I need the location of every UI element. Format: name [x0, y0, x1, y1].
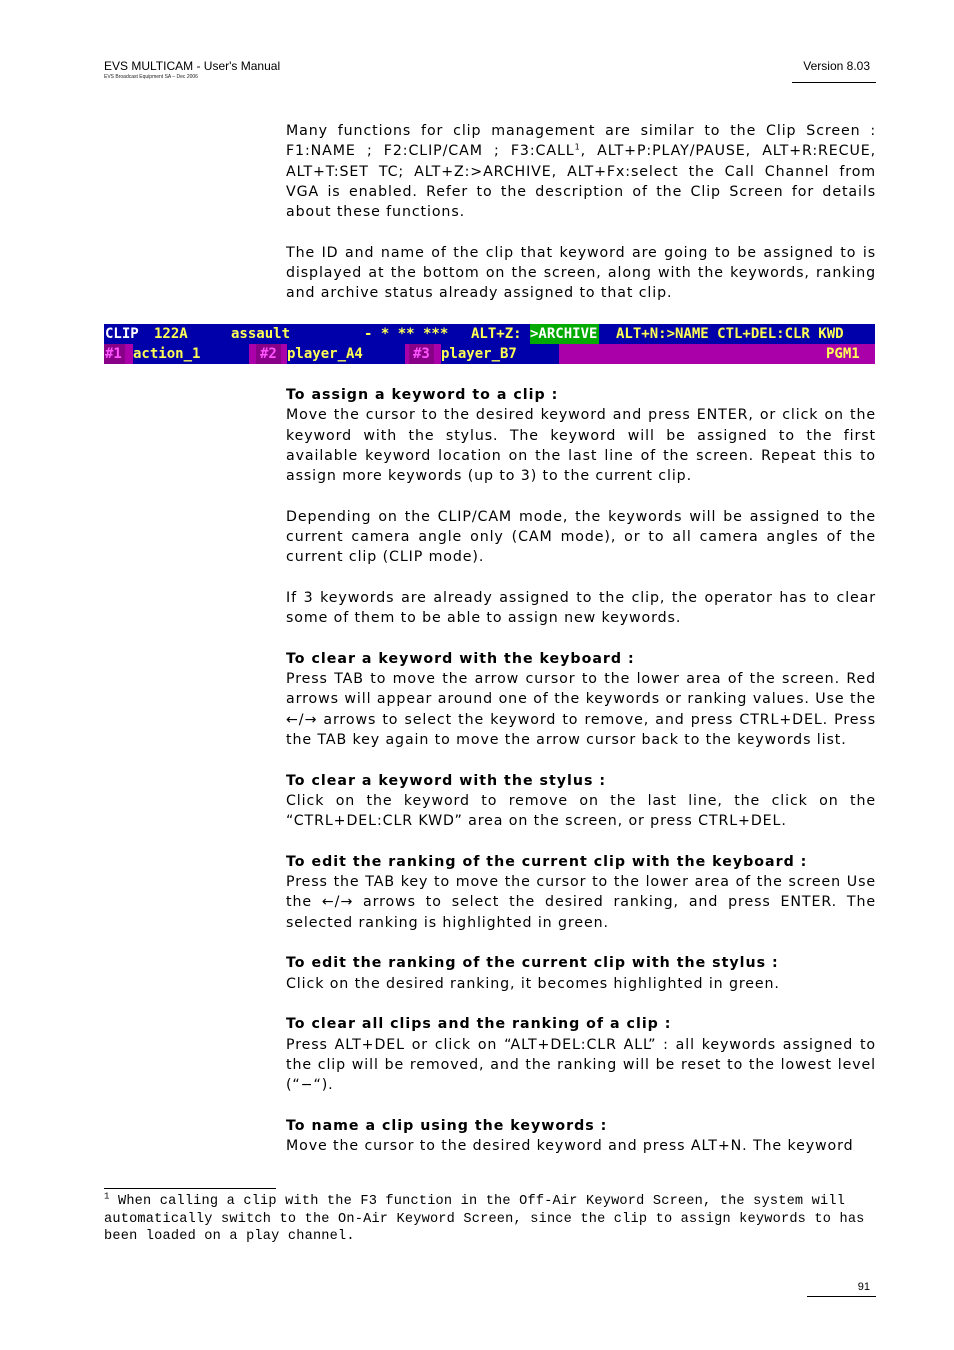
keyword-2[interactable]: player_A4 — [287, 344, 405, 364]
shortcut-labels[interactable]: ALT+N:>NAME CTL+DEL:CLR KWD — [616, 326, 844, 342]
ranking-keyboard-section — [286, 852, 876, 933]
footnote-marker: 1 — [104, 1191, 110, 1202]
clip-name: assault — [231, 326, 291, 342]
intro-paragraph-2: The ID and name of the clip that keyword are going to be assigned to is displayed at the bottom on the screen, along with the keywords, ranking and archive status already assigned to that clip. — [286, 244, 876, 302]
keyword-1[interactable]: action_1 — [133, 344, 249, 364]
body-text — [286, 385, 876, 1156]
assign-paragraph-3: If 3 keywords are already assigned to the clip, the operator has to clear some of them to be able to assign new keywords. — [286, 589, 876, 627]
page-number-rule — [807, 1296, 876, 1297]
assign-paragraph-1: Move the cursor to the desired keyword and press ENTER, or click on the keyword with the stylus. The keyword will be assigned to the first available keyword location on the last line of the screen. Repeat this to assign more keywords (up to 3) to the current clip. — [286, 407, 876, 485]
ranking-values[interactable]: - * ** *** — [364, 326, 449, 342]
keyword-screen-bar — [104, 324, 875, 364]
footnote-text: When calling a clip with the F3 function in the Off-Air Keyword Screen, the system will automatically switch to the On-Air Keyword Screen, since the clip to assign keywords to has been loaded on a play channel. — [104, 1194, 865, 1244]
page-number: 91 — [857, 1281, 870, 1293]
name-clip-section — [286, 1116, 876, 1157]
screen-row-2 — [104, 344, 875, 364]
clip-id: 122A — [154, 326, 188, 342]
intro-text — [286, 121, 876, 304]
intro-p1-a: Many functions for clip management are similar to the Clip Screen : F1:NAME ; F2:CLIP/CAM ; F3:CALL — [286, 123, 876, 160]
header-rule — [792, 82, 876, 83]
screen-row-1 — [104, 324, 875, 344]
ranking-stylus-section — [286, 953, 876, 994]
keyword-3[interactable]: player_B7 — [441, 344, 559, 364]
footnote — [104, 1193, 876, 1246]
clear-keyboard-heading: To clear a keyword with the keyboard : — [286, 650, 635, 667]
assign-heading: To assign a keyword to a clip : — [286, 387, 559, 403]
footnote-ref: 1 — [574, 142, 581, 152]
intro-paragraph-1 — [286, 121, 876, 222]
clip-label: CLIP — [105, 326, 139, 342]
ranking-keyboard-heading: To edit the ranking of the current clip with the keyboard : — [286, 853, 808, 870]
header-version: Version 8.03 — [803, 59, 870, 73]
assign-section — [286, 385, 876, 486]
footnote-rule — [104, 1188, 276, 1189]
keyword-2-number: #2 — [256, 344, 281, 364]
ranking-keyboard-paragraph: Press the TAB key to move the cursor to the lower area of the screen Use the ←/→ arrows to select the desired ranking, and press ENTER. The selected ranking is highlighted in green. — [286, 874, 876, 931]
intro-p1-b: , ALT+P:PLAY/PAUSE, ALT+R:RECUE, ALT+T:SET TC; ALT+Z:>ARCHIVE, ALT+Fx:select the Call Channel from VGA is enabled. Refer to the description of the Clip Screen for details about these functions. — [286, 143, 876, 221]
clear-keyboard-paragraph: Press TAB to move the arrow cursor to the lower area of the screen. Red arrows will appear around one of the keywords or ranking values. Use the ←/→ arrows to select the keyword to remove, and press CTRL+DEL. Press the TAB key again to move the arrow cursor back to the keywords list. — [286, 671, 876, 749]
ranking-stylus-paragraph: Click on the desired ranking, it becomes highlighted in green. — [286, 975, 780, 992]
ranking-stylus-heading: To edit the ranking of the current clip with the stylus : — [286, 955, 779, 972]
name-clip-heading: To name a clip using the keywords : — [286, 1117, 608, 1134]
clear-stylus-section — [286, 771, 876, 832]
clear-stylus-heading: To clear a keyword with the stylus : — [286, 772, 606, 789]
clear-all-paragraph: Press ALT+DEL or click on “ALT+DEL:CLR ALL” : all keywords assigned to the clip will be removed, and the ranking will be reset to the lowest level (“−“). — [286, 1036, 876, 1094]
keyword-3-number: #3 — [409, 344, 434, 364]
channel-label: PGM1 — [826, 346, 860, 362]
clear-all-section — [286, 1014, 876, 1095]
header-title: EVS MULTICAM - User's Manual — [104, 59, 281, 73]
clear-keyboard-section — [286, 649, 876, 750]
keyword-1-number: #1 — [104, 344, 125, 364]
archive-status[interactable]: >ARCHIVE — [530, 326, 598, 342]
alt-z-label: ALT+Z: — [471, 326, 522, 342]
name-clip-paragraph: Move the cursor to the desired keyword and press ALT+N. The keyword — [286, 1137, 854, 1154]
assign-paragraph-2: Depending on the CLIP/CAM mode, the keywords will be assigned to the current camera angle only (CAM mode), or to all camera angles of the current clip (CLIP mode). — [286, 508, 876, 566]
header-subtitle: EVS Broadcast Equipment SA – Dec 2006 — [104, 74, 198, 80]
clear-stylus-paragraph: Click on the keyword to remove on the last line, the click on the “CTRL+DEL:CLR KWD” area on the screen, or press CTRL+DEL. — [286, 792, 876, 830]
clear-all-heading: To clear all clips and the ranking of a clip : — [286, 1016, 672, 1033]
